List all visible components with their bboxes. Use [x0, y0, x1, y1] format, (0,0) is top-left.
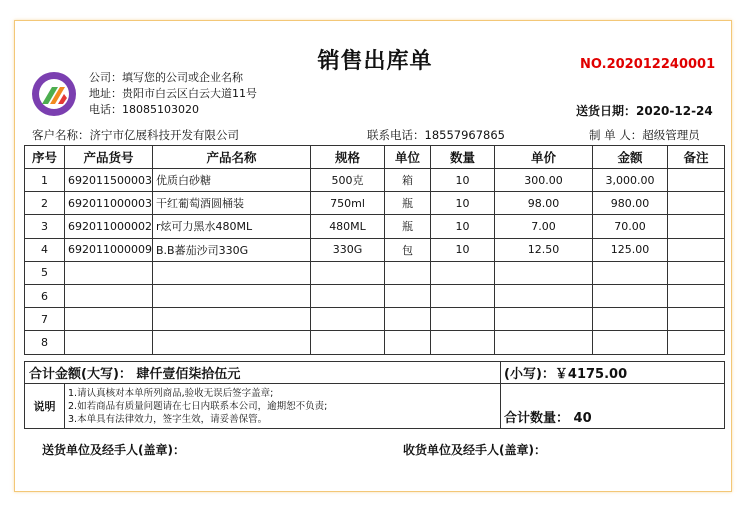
table-cell — [495, 308, 593, 331]
company-address: 地址：贵阳市白云区白云大道11号 — [89, 87, 257, 100]
table-row — [25, 331, 725, 354]
table-cell — [153, 284, 311, 307]
table-cell — [593, 261, 668, 284]
table-cell — [495, 284, 593, 307]
table-cell: 2 — [25, 192, 65, 215]
table-cell: 330G — [311, 238, 385, 261]
column-header: 单位 — [385, 146, 431, 169]
company-logo-icon — [31, 71, 77, 117]
table-cell: 瓶 — [385, 215, 431, 238]
column-header: 产品名称 — [153, 146, 311, 169]
table-row — [25, 261, 725, 284]
column-header: 序号 — [25, 146, 65, 169]
table-cell — [65, 261, 153, 284]
table-cell — [593, 284, 668, 307]
table-cell: 10 — [431, 192, 495, 215]
table-cell — [385, 284, 431, 307]
column-header: 备注 — [668, 146, 725, 169]
delivery-date: 送货日期：2020-12-24 — [576, 104, 713, 118]
summary-table — [24, 361, 725, 429]
table-row — [25, 308, 725, 331]
notes-label: 说明 — [25, 384, 65, 429]
table-cell — [385, 261, 431, 284]
table-cell — [385, 331, 431, 354]
table-cell — [668, 215, 725, 238]
table-cell — [431, 261, 495, 284]
table-cell — [65, 308, 153, 331]
table-cell — [668, 308, 725, 331]
table-cell — [431, 308, 495, 331]
table-cell: B.B蕃茄沙司330G — [153, 238, 311, 261]
company-info — [89, 70, 257, 118]
table-cell: 300.00 — [495, 169, 593, 192]
table-cell: r炫可力黑水480ML — [153, 215, 311, 238]
goods-table — [24, 145, 725, 355]
note-line: 2.如若商品有质量问题请在七日内联系本公司，逾期恕不负责; — [68, 400, 328, 412]
table-cell: 1 — [25, 169, 65, 192]
table-header-row — [25, 146, 725, 169]
table-cell: 500克 — [311, 169, 385, 192]
note-line: 1.请认真核对本单所列商品,验收无误后签字盖章; — [68, 387, 274, 399]
company-phone: 电话：18085103020 — [89, 103, 199, 116]
table-cell: 3,000.00 — [593, 169, 668, 192]
order-number: NO.202012240001 — [580, 57, 716, 72]
table-cell: 692011500003 — [65, 169, 153, 192]
table-cell: 包 — [385, 238, 431, 261]
table-cell — [668, 331, 725, 354]
receiver-signature: 收货单位及经手人(盖章)： — [403, 443, 546, 457]
table-cell — [668, 238, 725, 261]
column-header: 规格 — [311, 146, 385, 169]
maker-name: 制 单 人：超级管理员 — [589, 128, 700, 142]
table-cell — [668, 169, 725, 192]
total-quantity: 合计数量： 40 — [501, 384, 725, 429]
table-cell: 7 — [25, 308, 65, 331]
table-cell — [431, 331, 495, 354]
table-cell — [668, 284, 725, 307]
table-cell — [495, 331, 593, 354]
table-cell: 692011000002 — [65, 215, 153, 238]
table-cell — [593, 308, 668, 331]
table-cell — [153, 261, 311, 284]
column-header: 单价 — [495, 146, 593, 169]
table-row — [25, 192, 725, 215]
table-cell: 692011000009 — [65, 238, 153, 261]
sender-signature: 送货单位及经手人(盖章)： — [42, 443, 185, 457]
table-cell: 750ml — [311, 192, 385, 215]
table-cell: 692011000003 — [65, 192, 153, 215]
table-cell — [668, 261, 725, 284]
total-amount-lower: (小写)：￥4175.00 — [501, 362, 725, 384]
table-cell: 3 — [25, 215, 65, 238]
table-cell: 980.00 — [593, 192, 668, 215]
column-header: 金额 — [593, 146, 668, 169]
customer-name: 客户名称：济宁市亿展科技开发有限公司 — [32, 128, 239, 142]
table-row — [25, 215, 725, 238]
document-title: 销售出库单 — [317, 49, 433, 74]
table-cell: 6 — [25, 284, 65, 307]
table-cell: 4 — [25, 238, 65, 261]
table-cell: 8 — [25, 331, 65, 354]
table-cell: 箱 — [385, 169, 431, 192]
table-cell — [311, 284, 385, 307]
table-cell — [153, 308, 311, 331]
table-cell: 5 — [25, 261, 65, 284]
contact-phone: 联系电话：18557967865 — [367, 128, 505, 142]
table-cell — [495, 261, 593, 284]
note-line: 3.本单具有法律效力，签字生效，请妥善保管。 — [68, 413, 268, 425]
table-cell — [431, 284, 495, 307]
notes-text — [65, 384, 501, 429]
table-row — [25, 169, 725, 192]
table-cell — [311, 261, 385, 284]
table-cell — [668, 192, 725, 215]
column-header: 数量 — [431, 146, 495, 169]
column-header: 产品货号 — [65, 146, 153, 169]
table-cell — [311, 308, 385, 331]
table-cell: 瓶 — [385, 192, 431, 215]
table-cell: 10 — [431, 238, 495, 261]
table-cell: 480ML — [311, 215, 385, 238]
table-row — [25, 238, 725, 261]
table-cell: 7.00 — [495, 215, 593, 238]
table-cell — [593, 331, 668, 354]
table-cell: 干红葡萄酒圆桶装 — [153, 192, 311, 215]
table-row — [25, 284, 725, 307]
table-cell — [65, 284, 153, 307]
table-cell: 98.00 — [495, 192, 593, 215]
table-cell: 70.00 — [593, 215, 668, 238]
company-name: 公司：填写您的公司或企业名称 — [89, 71, 243, 84]
table-cell — [385, 308, 431, 331]
table-cell: 12.50 — [495, 238, 593, 261]
table-cell: 优质白砂糖 — [153, 169, 311, 192]
table-cell: 125.00 — [593, 238, 668, 261]
table-cell: 10 — [431, 215, 495, 238]
table-cell: 10 — [431, 169, 495, 192]
table-cell — [311, 331, 385, 354]
total-amount-upper: 合计金额(大写)： 肆仟壹佰柒拾伍元 — [25, 362, 501, 384]
table-cell — [153, 331, 311, 354]
table-cell — [65, 331, 153, 354]
